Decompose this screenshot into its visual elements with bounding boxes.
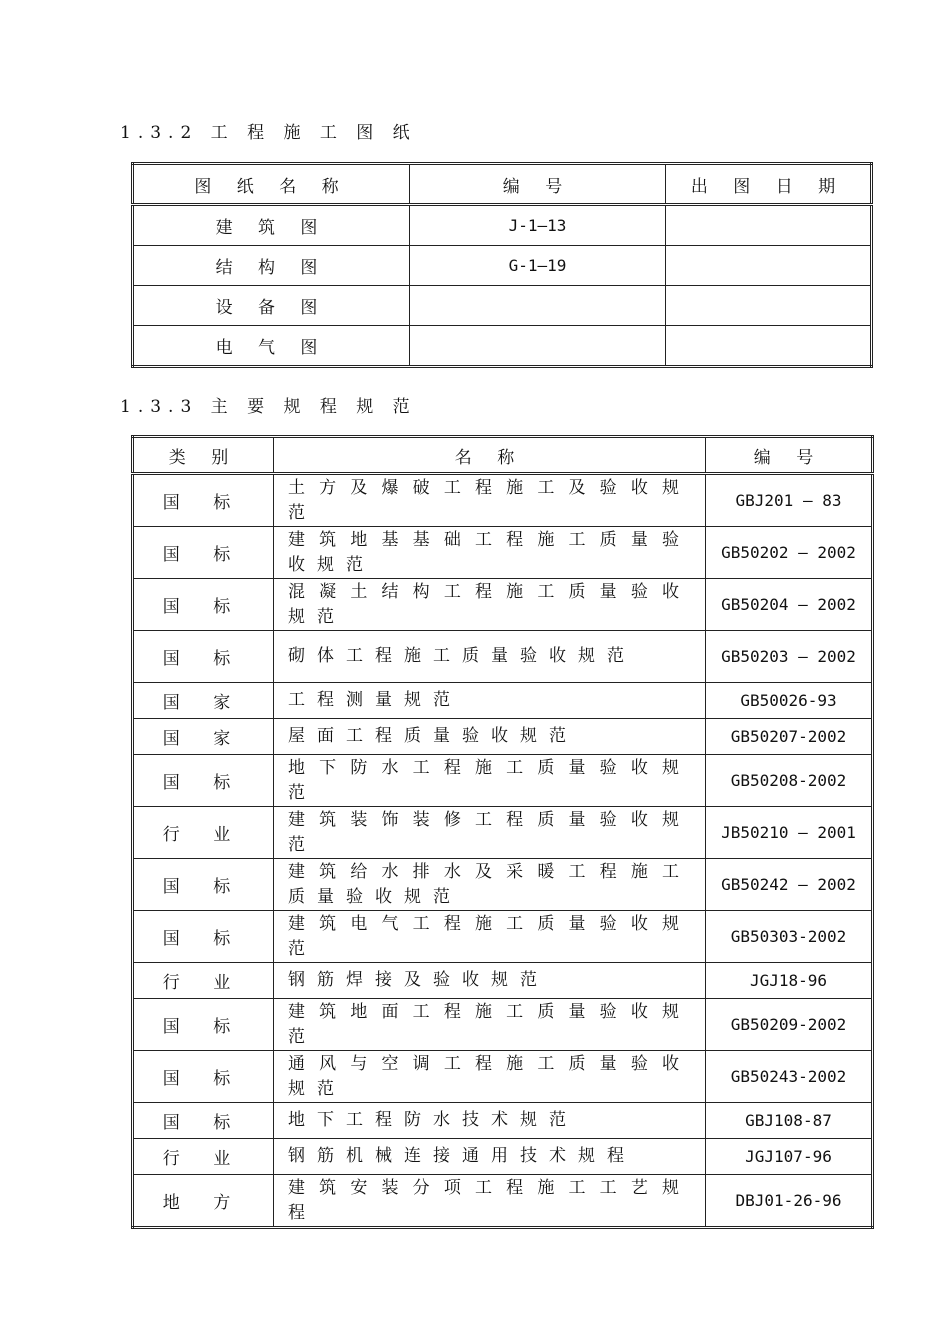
category-cell: 国 标: [133, 859, 274, 911]
standard-code-cell: GB50242 — 2002: [706, 859, 873, 911]
standard-code-cell: GB50303-2002: [706, 911, 873, 963]
standard-name-cell: 地下工程防水技术规范: [274, 1103, 706, 1139]
table-row: [133, 579, 873, 631]
category-cell: 国 标: [133, 999, 274, 1051]
table-row: [133, 474, 873, 527]
drawing-code-cell: [410, 286, 666, 326]
table-row: [133, 807, 873, 859]
standard-name-cell: 钢筋机械连接通用技术规程: [274, 1139, 706, 1175]
standard-name-cell: 工程测量规范: [274, 683, 706, 719]
section-heading-standards: 1.3.3 主 要 规 程 规 范: [120, 397, 417, 417]
table-row: [133, 859, 873, 911]
column-header-code: 编 号: [410, 164, 666, 205]
drawing-date-cell: [666, 326, 872, 367]
category-cell: 国 标: [133, 911, 274, 963]
table-row: [133, 246, 872, 286]
drawing-date-cell: [666, 205, 872, 246]
column-header-issue-date: 出 图 日 期: [666, 164, 872, 205]
drawing-code-cell: [410, 326, 666, 367]
table-row: [133, 683, 873, 719]
drawing-name-cell: 设 备 图: [133, 286, 410, 326]
table-row: [133, 999, 873, 1051]
section-heading-drawings: 1.3.2 工 程 施 工 图 纸: [120, 123, 417, 143]
standard-code-cell: GBJ201 — 83: [706, 474, 873, 527]
standard-name-cell: 建筑地基基础工程施工质量验收规范: [274, 527, 706, 579]
table-row: [133, 326, 872, 367]
category-cell: 行 业: [133, 1139, 274, 1175]
standard-name-cell: 建筑装饰装修工程质量验收规范: [274, 807, 706, 859]
drawing-date-cell: [666, 246, 872, 286]
standard-code-cell: JGJ18-96: [706, 963, 873, 999]
standard-name-cell: 通风与空调工程施工质量验收规范: [274, 1051, 706, 1103]
standard-name-cell: 砌体工程施工质量验收规范: [274, 631, 706, 683]
drawing-code-cell: J-1—13: [410, 205, 666, 246]
table-row: [133, 719, 873, 755]
standard-code-cell: GB50208-2002: [706, 755, 873, 807]
category-cell: 国 标: [133, 755, 274, 807]
standard-name-cell: 钢筋焊接及验收规范: [274, 963, 706, 999]
standard-code-cell: DBJ01-26-96: [706, 1175, 873, 1228]
table-row: [133, 1051, 873, 1103]
drawing-code-cell: G-1—19: [410, 246, 666, 286]
category-cell: 地 方: [133, 1175, 274, 1228]
table-row: [133, 1175, 873, 1228]
category-cell: 国 标: [133, 631, 274, 683]
drawing-date-cell: [666, 286, 872, 326]
column-header-drawing-name: 图 纸 名 称: [133, 164, 410, 205]
table-row: [133, 286, 872, 326]
standard-code-cell: GBJ108-87: [706, 1103, 873, 1139]
drawings-table: [131, 162, 873, 368]
table-row: [133, 1103, 873, 1139]
table-row: [133, 911, 873, 963]
drawing-name-cell: 结 构 图: [133, 246, 410, 286]
table-row: [133, 1139, 873, 1175]
standard-code-cell: GB50209-2002: [706, 999, 873, 1051]
column-header-category: 类 别: [133, 437, 274, 474]
category-cell: 国 标: [133, 527, 274, 579]
standard-code-cell: GB50026-93: [706, 683, 873, 719]
standard-name-cell: 土方及爆破工程施工及验收规范: [274, 474, 706, 527]
drawing-name-cell: 建 筑 图: [133, 205, 410, 246]
standard-name-cell: 建筑地面工程施工质量验收规范: [274, 999, 706, 1051]
standard-name-cell: 建筑电气工程施工质量验收规范: [274, 911, 706, 963]
category-cell: 国 标: [133, 1051, 274, 1103]
standard-name-cell: 建筑安装分项工程施工工艺规程: [274, 1175, 706, 1228]
standard-name-cell: 混凝土结构工程施工质量验收规范: [274, 579, 706, 631]
category-cell: 国 标: [133, 579, 274, 631]
table-row: [133, 963, 873, 999]
column-header-code: 编 号: [706, 437, 873, 474]
table-header-row: [133, 164, 872, 205]
standard-code-cell: GB50204 — 2002: [706, 579, 873, 631]
table-row: [133, 527, 873, 579]
standard-code-cell: JB50210 — 2001: [706, 807, 873, 859]
category-cell: 行 业: [133, 963, 274, 999]
standard-code-cell: GB50203 — 2002: [706, 631, 873, 683]
category-cell: 行 业: [133, 807, 274, 859]
standard-code-cell: JGJ107-96: [706, 1139, 873, 1175]
category-cell: 国 家: [133, 683, 274, 719]
standard-code-cell: GB50207-2002: [706, 719, 873, 755]
standards-table: [131, 435, 874, 1229]
table-row: [133, 205, 872, 246]
column-header-name: 名 称: [274, 437, 706, 474]
standard-name-cell: 建筑给水排水及采暖工程施工质量验收规范: [274, 859, 706, 911]
standard-code-cell: GB50202 — 2002: [706, 527, 873, 579]
category-cell: 国 家: [133, 719, 274, 755]
drawing-name-cell: 电 气 图: [133, 326, 410, 367]
table-header-row: [133, 437, 873, 474]
table-row: [133, 755, 873, 807]
category-cell: 国 标: [133, 474, 274, 527]
standard-code-cell: GB50243-2002: [706, 1051, 873, 1103]
standard-name-cell: 地下防水工程施工质量验收规范: [274, 755, 706, 807]
standard-name-cell: 屋面工程质量验收规范: [274, 719, 706, 755]
category-cell: 国 标: [133, 1103, 274, 1139]
table-row: [133, 631, 873, 683]
